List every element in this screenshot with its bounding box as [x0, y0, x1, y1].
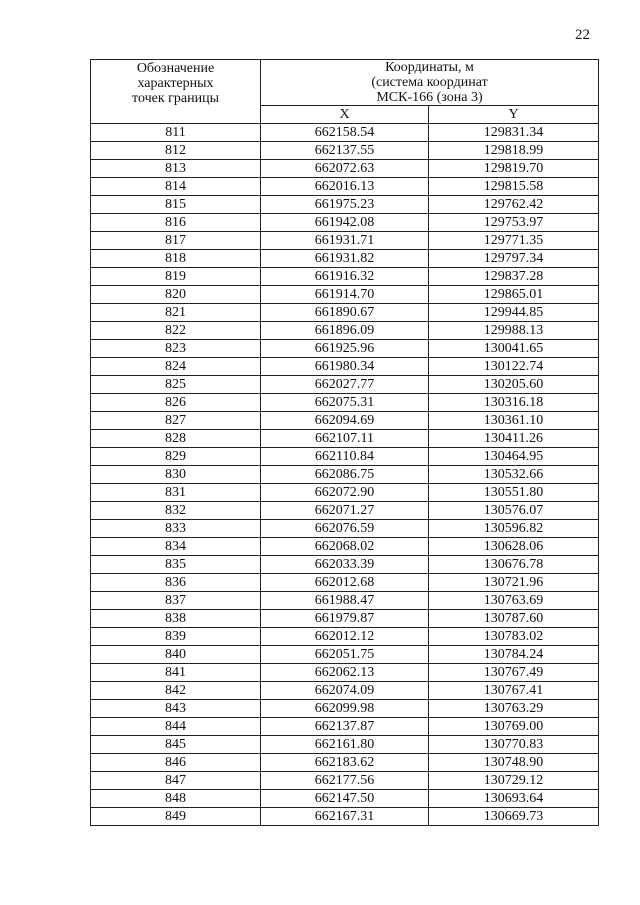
- point-number-cell: 841: [91, 664, 261, 682]
- x-coordinate-cell: 661931.82: [261, 250, 429, 268]
- x-coordinate-cell: 662177.56: [261, 772, 429, 790]
- point-number-cell: 836: [91, 574, 261, 592]
- table-row: [91, 754, 599, 772]
- table-row: [91, 340, 599, 358]
- point-number-cell: 842: [91, 682, 261, 700]
- y-coordinate-cell: 130676.78: [429, 556, 599, 574]
- table-row: [91, 322, 599, 340]
- table-row: [91, 790, 599, 808]
- x-coordinate-cell: 661925.96: [261, 340, 429, 358]
- y-coordinate-cell: 130769.00: [429, 718, 599, 736]
- x-coordinate-cell: 662074.09: [261, 682, 429, 700]
- x-coordinate-cell: 661980.34: [261, 358, 429, 376]
- y-coordinate-cell: 130783.02: [429, 628, 599, 646]
- point-number-cell: 814: [91, 178, 261, 196]
- point-number-cell: 848: [91, 790, 261, 808]
- point-number-cell: 821: [91, 304, 261, 322]
- table-row: [91, 250, 599, 268]
- point-number-cell: 846: [91, 754, 261, 772]
- y-coordinate-cell: 129815.58: [429, 178, 599, 196]
- y-coordinate-cell: 129797.34: [429, 250, 599, 268]
- table-row: [91, 142, 599, 160]
- y-coordinate-cell: 130729.12: [429, 772, 599, 790]
- y-coordinate-cell: 130693.64: [429, 790, 599, 808]
- y-coordinate-cell: 130361.10: [429, 412, 599, 430]
- y-coordinate-cell: 130464.95: [429, 448, 599, 466]
- x-coordinate-cell: 661914.70: [261, 286, 429, 304]
- point-number-cell: 844: [91, 718, 261, 736]
- table-row: [91, 124, 599, 142]
- header-coordinates-line: (система координат: [371, 75, 488, 90]
- x-coordinate-cell: 662137.87: [261, 718, 429, 736]
- x-coordinate-cell: 661931.71: [261, 232, 429, 250]
- boundary-coordinates-table: [90, 59, 599, 826]
- y-coordinate-cell: 129837.28: [429, 268, 599, 286]
- y-coordinate-cell: 130576.07: [429, 502, 599, 520]
- table-row: [91, 394, 599, 412]
- table-row: [91, 376, 599, 394]
- x-coordinate-cell: 662158.54: [261, 124, 429, 142]
- y-coordinate-cell: 129771.35: [429, 232, 599, 250]
- point-number-cell: 831: [91, 484, 261, 502]
- y-coordinate-cell: 130122.74: [429, 358, 599, 376]
- table-row: [91, 772, 599, 790]
- x-coordinate-cell: 662076.59: [261, 520, 429, 538]
- header-point-designation: [91, 60, 261, 124]
- x-coordinate-cell: 662107.11: [261, 430, 429, 448]
- point-number-cell: 823: [91, 340, 261, 358]
- y-coordinate-cell: 130411.26: [429, 430, 599, 448]
- point-number-cell: 825: [91, 376, 261, 394]
- point-number-cell: 832: [91, 502, 261, 520]
- x-coordinate-cell: 662183.62: [261, 754, 429, 772]
- header-x: X: [261, 106, 429, 124]
- y-coordinate-cell: 130669.73: [429, 808, 599, 826]
- table-row: [91, 664, 599, 682]
- x-coordinate-cell: 662110.84: [261, 448, 429, 466]
- x-coordinate-cell: 662027.77: [261, 376, 429, 394]
- table-row: [91, 286, 599, 304]
- point-number-cell: 811: [91, 124, 261, 142]
- x-coordinate-cell: 662071.27: [261, 502, 429, 520]
- header-point-line: точек границы: [132, 90, 219, 106]
- y-coordinate-cell: 130628.06: [429, 538, 599, 556]
- y-coordinate-cell: 129988.13: [429, 322, 599, 340]
- x-coordinate-cell: 661988.47: [261, 592, 429, 610]
- table-row: [91, 268, 599, 286]
- y-coordinate-cell: 130041.65: [429, 340, 599, 358]
- point-number-cell: 838: [91, 610, 261, 628]
- y-coordinate-cell: 130763.29: [429, 700, 599, 718]
- point-number-cell: 845: [91, 736, 261, 754]
- page-number: 22: [575, 27, 590, 43]
- point-number-cell: 843: [91, 700, 261, 718]
- y-coordinate-cell: 130316.18: [429, 394, 599, 412]
- header-coordinates: [261, 60, 599, 106]
- y-coordinate-cell: 129819.70: [429, 160, 599, 178]
- y-coordinate-cell: 130770.83: [429, 736, 599, 754]
- table-row: [91, 718, 599, 736]
- x-coordinate-cell: 662086.75: [261, 466, 429, 484]
- table-row: [91, 196, 599, 214]
- table-row: [91, 430, 599, 448]
- y-coordinate-cell: 130748.90: [429, 754, 599, 772]
- point-number-cell: 833: [91, 520, 261, 538]
- point-number-cell: 812: [91, 142, 261, 160]
- y-coordinate-cell: 130532.66: [429, 466, 599, 484]
- header-coordinates-line: Координаты, м: [385, 60, 474, 75]
- point-number-cell: 813: [91, 160, 261, 178]
- table-row: [91, 232, 599, 250]
- x-coordinate-cell: 662051.75: [261, 646, 429, 664]
- point-number-cell: 849: [91, 808, 261, 826]
- table-row: [91, 520, 599, 538]
- table-row: [91, 448, 599, 466]
- y-coordinate-cell: 130767.41: [429, 682, 599, 700]
- point-number-cell: 826: [91, 394, 261, 412]
- x-coordinate-cell: 662075.31: [261, 394, 429, 412]
- y-coordinate-cell: 129762.42: [429, 196, 599, 214]
- x-coordinate-cell: 662068.02: [261, 538, 429, 556]
- point-number-cell: 822: [91, 322, 261, 340]
- y-coordinate-cell: 129865.01: [429, 286, 599, 304]
- table-row: [91, 628, 599, 646]
- x-coordinate-cell: 662012.12: [261, 628, 429, 646]
- table-row: [91, 736, 599, 754]
- x-coordinate-cell: 661979.87: [261, 610, 429, 628]
- point-number-cell: 830: [91, 466, 261, 484]
- x-coordinate-cell: 662072.90: [261, 484, 429, 502]
- point-number-cell: 847: [91, 772, 261, 790]
- point-number-cell: 829: [91, 448, 261, 466]
- table-row: [91, 412, 599, 430]
- x-coordinate-cell: 661896.09: [261, 322, 429, 340]
- table-row: [91, 592, 599, 610]
- table-row: [91, 214, 599, 232]
- y-coordinate-cell: 130551.80: [429, 484, 599, 502]
- x-coordinate-cell: 662147.50: [261, 790, 429, 808]
- point-number-cell: 834: [91, 538, 261, 556]
- y-coordinate-cell: 130767.49: [429, 664, 599, 682]
- table-row: [91, 700, 599, 718]
- table-row: [91, 646, 599, 664]
- y-coordinate-cell: 129753.97: [429, 214, 599, 232]
- header-coordinates-line: МСК-166 (зона 3): [376, 90, 483, 105]
- y-coordinate-cell: 129831.34: [429, 124, 599, 142]
- table-row: [91, 304, 599, 322]
- table-row: [91, 574, 599, 592]
- table-row: [91, 484, 599, 502]
- point-number-cell: 816: [91, 214, 261, 232]
- y-coordinate-cell: 130763.69: [429, 592, 599, 610]
- x-coordinate-cell: 662167.31: [261, 808, 429, 826]
- header-point-line: характерных: [137, 75, 214, 91]
- point-number-cell: 837: [91, 592, 261, 610]
- table-body: [91, 124, 599, 826]
- x-coordinate-cell: 661942.08: [261, 214, 429, 232]
- x-coordinate-cell: 661916.32: [261, 268, 429, 286]
- header-point-line: Обозначение: [136, 60, 215, 76]
- table-row: [91, 178, 599, 196]
- x-coordinate-cell: 662094.69: [261, 412, 429, 430]
- x-coordinate-cell: 662161.80: [261, 736, 429, 754]
- table-row: [91, 808, 599, 826]
- table-row: [91, 538, 599, 556]
- point-number-cell: 818: [91, 250, 261, 268]
- point-number-cell: 817: [91, 232, 261, 250]
- table-header: [91, 60, 599, 124]
- table-row: [91, 466, 599, 484]
- table-row: [91, 160, 599, 178]
- header-y: Y: [429, 106, 599, 124]
- y-coordinate-cell: 130596.82: [429, 520, 599, 538]
- y-coordinate-cell: 130787.60: [429, 610, 599, 628]
- x-coordinate-cell: 662016.13: [261, 178, 429, 196]
- x-coordinate-cell: 662033.39: [261, 556, 429, 574]
- x-coordinate-cell: 661975.23: [261, 196, 429, 214]
- y-coordinate-cell: 129818.99: [429, 142, 599, 160]
- y-coordinate-cell: 130784.24: [429, 646, 599, 664]
- x-coordinate-cell: 662062.13: [261, 664, 429, 682]
- x-coordinate-cell: 662099.98: [261, 700, 429, 718]
- y-coordinate-cell: 130721.96: [429, 574, 599, 592]
- y-coordinate-cell: 130205.60: [429, 376, 599, 394]
- point-number-cell: 840: [91, 646, 261, 664]
- point-number-cell: 824: [91, 358, 261, 376]
- x-coordinate-cell: 662012.68: [261, 574, 429, 592]
- point-number-cell: 815: [91, 196, 261, 214]
- point-number-cell: 819: [91, 268, 261, 286]
- table-row: [91, 682, 599, 700]
- point-number-cell: 827: [91, 412, 261, 430]
- table-row: [91, 556, 599, 574]
- point-number-cell: 835: [91, 556, 261, 574]
- y-coordinate-cell: 129944.85: [429, 304, 599, 322]
- point-number-cell: 820: [91, 286, 261, 304]
- x-coordinate-cell: 661890.67: [261, 304, 429, 322]
- point-number-cell: 828: [91, 430, 261, 448]
- x-coordinate-cell: 662072.63: [261, 160, 429, 178]
- table-row: [91, 502, 599, 520]
- table-row: [91, 610, 599, 628]
- x-coordinate-cell: 662137.55: [261, 142, 429, 160]
- point-number-cell: 839: [91, 628, 261, 646]
- table-row: [91, 358, 599, 376]
